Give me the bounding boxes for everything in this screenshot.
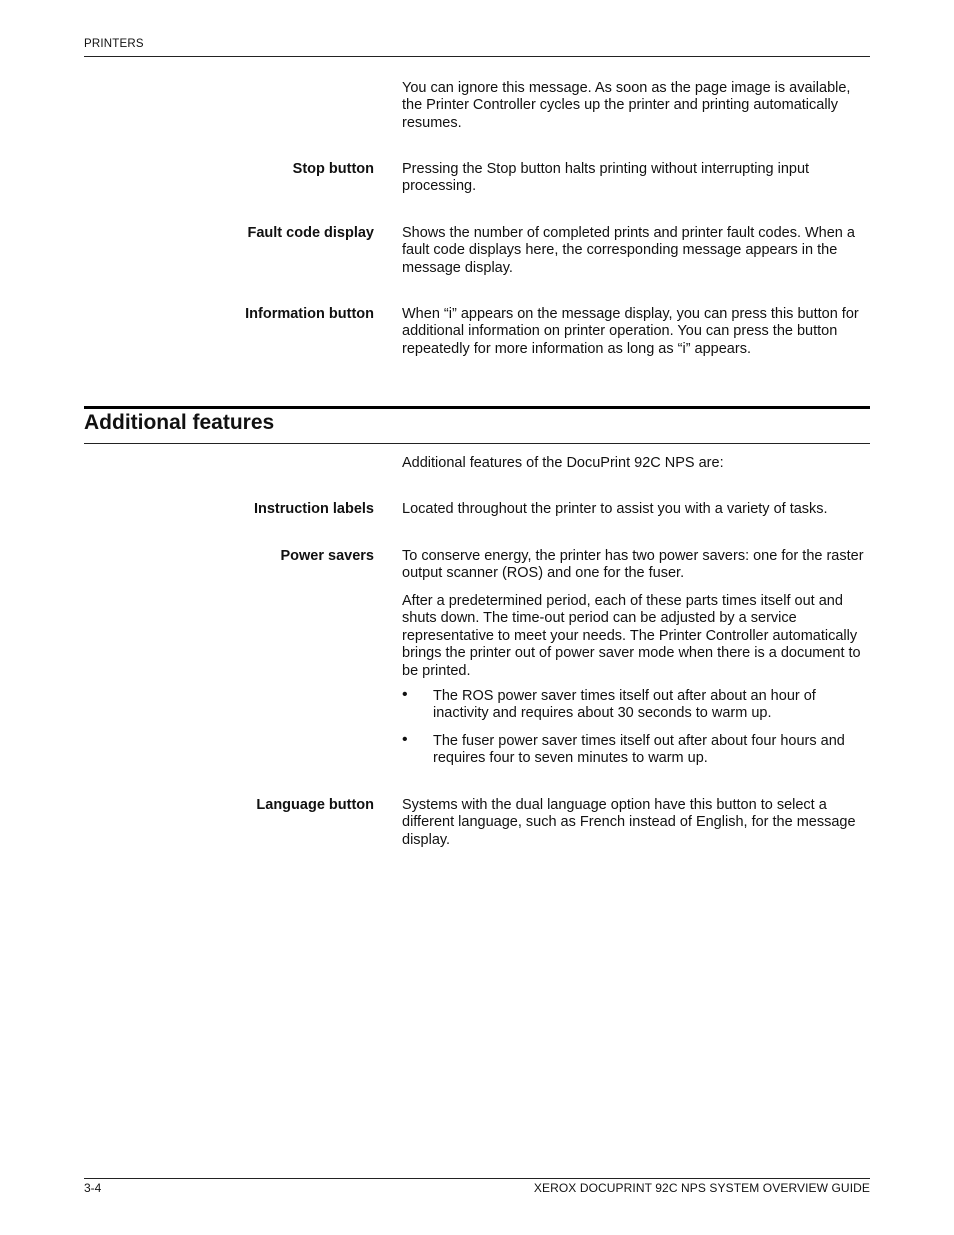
section-title: Additional features — [84, 411, 275, 434]
running-head: PRINTERS — [84, 38, 144, 50]
fault-code-display-label: Fault code display — [247, 225, 374, 241]
intro-paragraph — [402, 80, 870, 132]
language-button-label: Language button — [256, 797, 374, 813]
instruction-labels-description — [402, 501, 870, 518]
guide-title: XEROX DOCUPRINT 92C NPS SYSTEM OVERVIEW GUIDE — [533, 1181, 870, 1195]
power-savers-text-2: After a predetermined period, each of these parts times itself out and shuts down. The time-out period can be adjusted by a service representative to meet your needs. The Printer Controller automatically brings the printer out of power saver mode when there is a document to be printed. — [402, 593, 861, 679]
header-rule — [84, 56, 870, 57]
footer-rule — [84, 1178, 870, 1179]
power-savers-label: Power savers — [280, 548, 374, 564]
stop-button-text: Pressing the Stop button halts printing without interrupting input processing. — [402, 161, 810, 195]
fault-code-display-text: Shows the number of completed prints and printer fault codes. When a fault code displays here, the corresponding message appears in the message display. — [402, 225, 855, 276]
information-button-description — [402, 306, 870, 358]
section-rule-thick — [84, 406, 870, 409]
stop-button-label: Stop button — [292, 161, 374, 177]
section-rule-thin — [84, 443, 870, 444]
bullet-text: The fuser power saver times itself out after about four hours and requires four to seven minutes to warm up. — [433, 733, 845, 767]
language-button-text: Systems with the dual language option have this button to select a different language, such as French instead of English, for the message display. — [402, 797, 856, 848]
information-button-text: When “i” appears on the message display, you can press this button for additional information on printer operation. You can press the button repeatedly for more information as long as “i” appears. — [402, 306, 859, 357]
language-button-description — [402, 797, 870, 849]
intro-text: You can ignore this message. As soon as the page image is available, the Printer Controller cycles up the printer and printing automatically resumes. — [402, 80, 851, 131]
power-savers-text: To conserve energy, the printer has two power savers: one for the raster output scanner (ROS) and one for the fuser. — [402, 548, 864, 582]
instruction-labels-label: Instruction labels — [253, 501, 374, 517]
section-intro-text: Additional features of the DocuPrint 92C NPS are: — [402, 455, 724, 471]
fault-code-display-description — [402, 225, 870, 277]
stop-button-description — [402, 161, 870, 196]
section-intro — [402, 455, 870, 472]
information-button-label: Information button — [245, 306, 374, 322]
bullet-icon: • — [402, 731, 408, 748]
power-savers-details — [402, 593, 870, 680]
bullet-icon: • — [402, 686, 408, 703]
power-savers-description — [402, 548, 870, 583]
instruction-labels-text: Located throughout the printer to assist you with a variety of tasks. — [402, 501, 828, 517]
bullet-text: The ROS power saver times itself out after about an hour of inactivity and requires about 30 seconds to warm up. — [433, 688, 816, 722]
page-number: 3-4 — [84, 1181, 102, 1195]
